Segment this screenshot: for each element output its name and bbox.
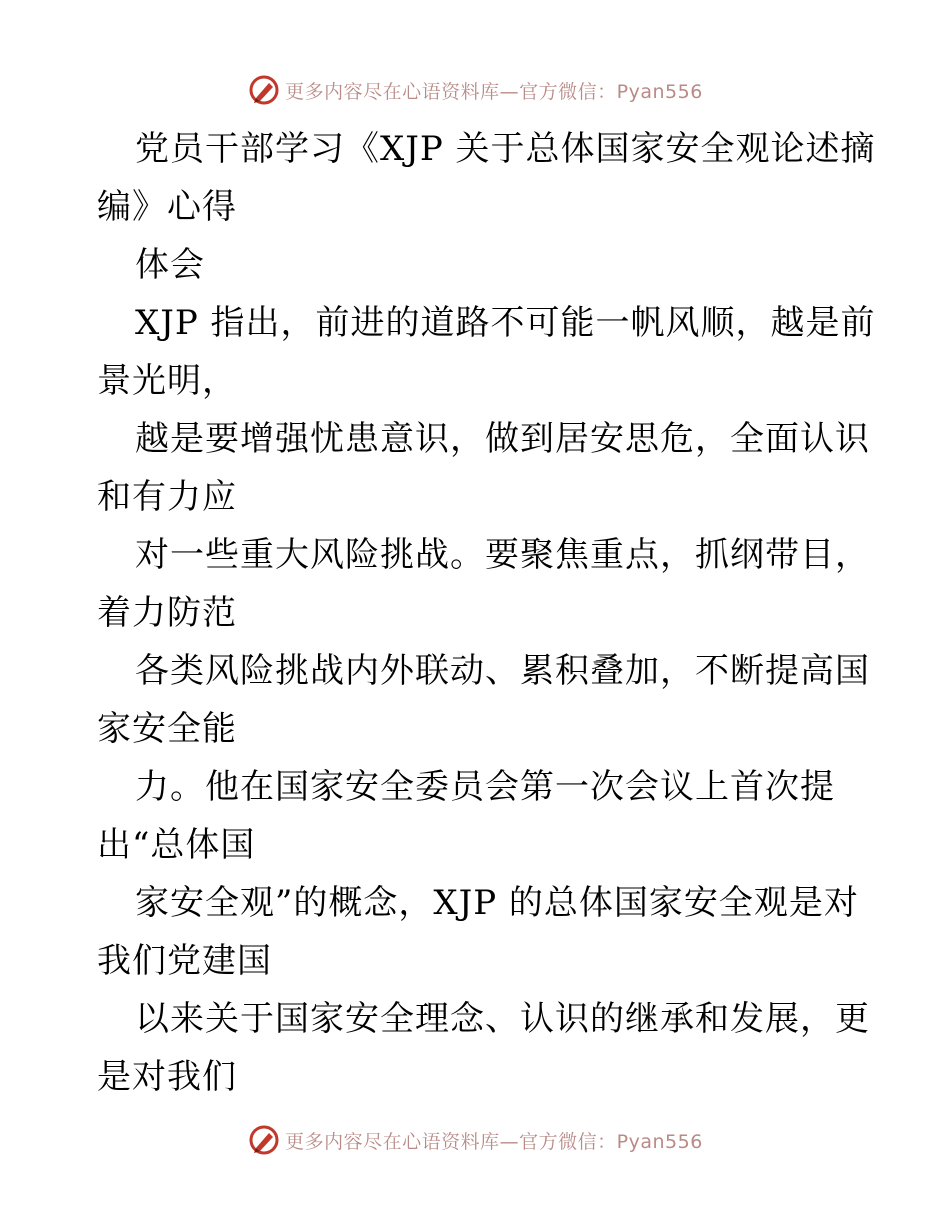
header-banner-text: 更多内容尽在心语资料库—官方微信：Pyan556 <box>285 80 703 103</box>
header-banner <box>0 70 950 110</box>
text-line: 以来关于国家安全理念、认识的继承和发展，更 <box>135 999 870 1039</box>
pen-logo-icon <box>247 1123 281 1157</box>
text-line: 和有力应 <box>97 477 237 517</box>
text-line: 家安全能 <box>97 709 237 749</box>
text-line: 各类风险挑战内外联动、累积叠加，不断提高国 <box>135 651 870 691</box>
text-line: XJP 指出，前进的道路不可能一帆风顺，越是前 <box>135 303 876 343</box>
title-line-1: 党员干部学习《XJP 关于总体国家安全观论述摘 <box>135 129 876 169</box>
title-line-3: 体会 <box>135 245 205 285</box>
text-line: 是对我们 <box>97 1057 237 1097</box>
text-line: 出“总体国 <box>97 825 256 865</box>
text-line: 越是要增强忧患意识，做到居安思危，全面认识 <box>135 419 870 459</box>
text-line: 力。他在国家安全委员会第一次会议上首次提 <box>135 767 835 807</box>
text-line: 我们党建国 <box>97 941 272 981</box>
text-line: 对一些重大风险挑战。要聚焦重点，抓纲带目， <box>135 535 870 575</box>
text-line: 景光明， <box>97 361 237 401</box>
text-line: 着力防范 <box>97 593 237 633</box>
footer-banner-text: 更多内容尽在心语资料库—官方微信：Pyan556 <box>285 1130 703 1153</box>
pen-logo-icon <box>247 73 281 107</box>
footer-banner <box>0 1120 950 1160</box>
text-line: 家安全观”的概念，XJP 的总体国家安全观是对 <box>135 883 859 923</box>
title-line-2: 编》心得 <box>97 187 237 227</box>
